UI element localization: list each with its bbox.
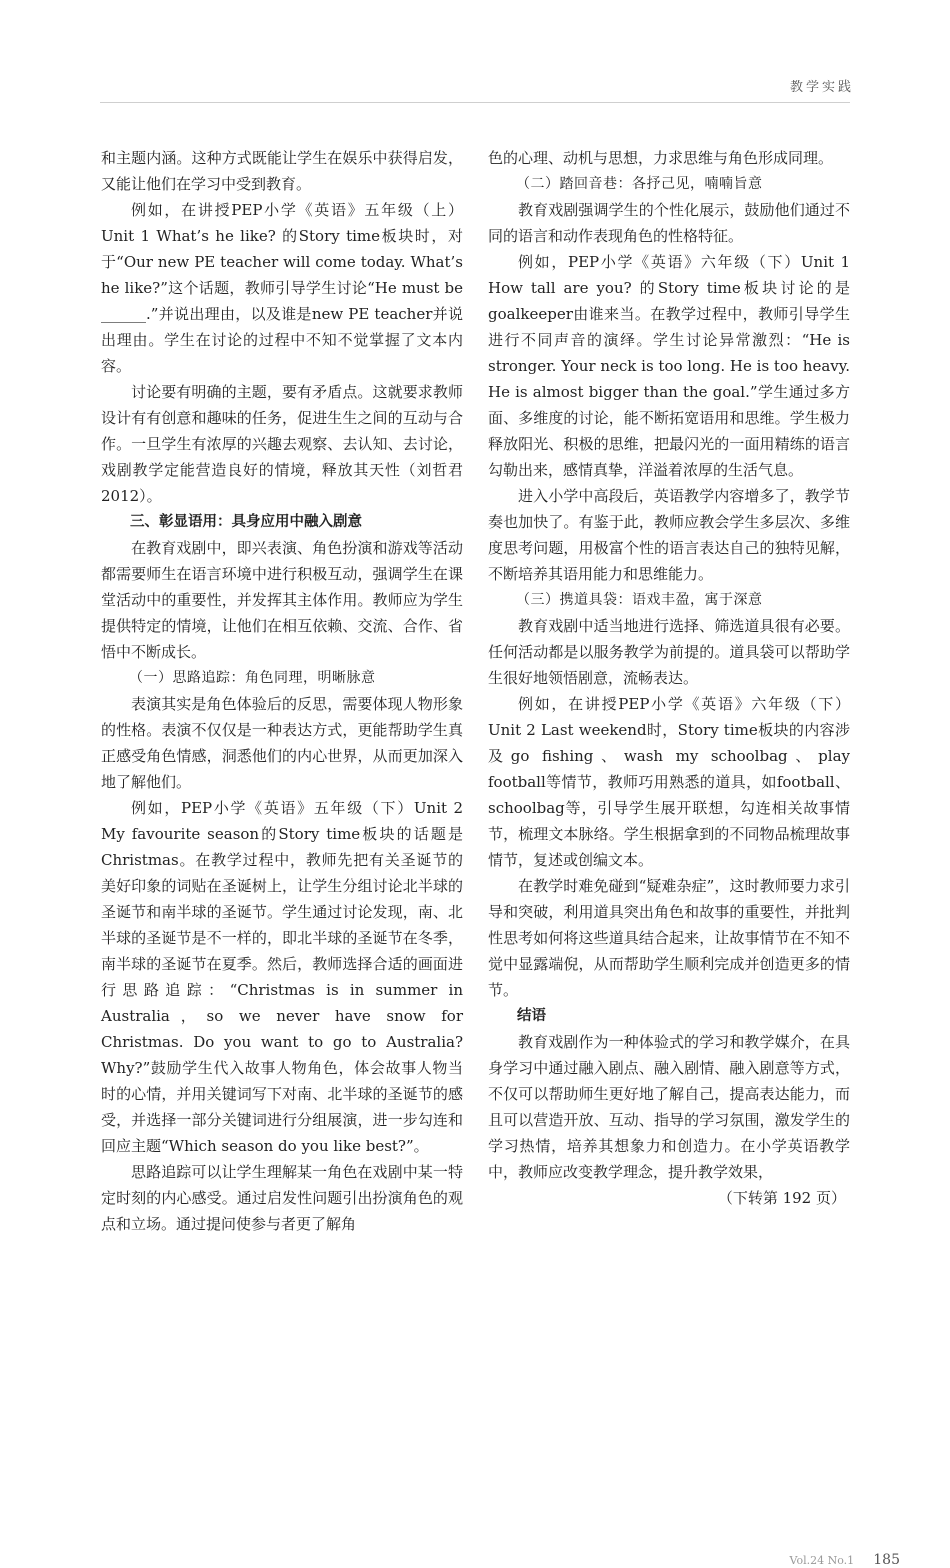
paragraph: 思路追踪可以让学生理解某一角色在戏剧中某一特定时刻的内心感受。通过启发性问题引出扮演角色的观点和立场。通过提问使参与者更了解角 bbox=[101, 1163, 463, 1233]
left-column bbox=[101, 145, 463, 1237]
paragraph: 例如，在讲授PEP小学《英语》六年级（下）Unit 2 Last weekend时，Story time板块的内容涉及go fishing、wash my schoolbag、play football等情节，教师巧用熟悉的道具，如football、schoolbag等，引导学生展开联想，勾连相关故事情节，梳理文本脉络。学生根据拿到的不同物品梳理故事情节，复述或创编文本。 bbox=[488, 695, 850, 869]
paragraph: 表演其实是角色体验后的反思，需要体现人物形象的性格。表演不仅仅是一种表达方式，更能帮助学生真正感受角色情感，洞悉他们的内心世界，从而更加深入地了解他们。 bbox=[101, 695, 463, 791]
right-column bbox=[488, 145, 850, 1211]
paragraph: 和主题内涵。这种方式既能让学生在娱乐中获得启发，又能让他们在学习中受到教育。 bbox=[101, 149, 463, 193]
paragraph: 讨论要有明确的主题，要有矛盾点。这就要求教师设计有有创意和趣味的任务，促进生生之间的互动与合作。一旦学生有浓厚的兴趣去观察、去认知、去讨论，戏剧教学定能营造良好的情境，释放其天性（刘哲君 2012）。 bbox=[101, 383, 463, 505]
continuation-note: （下转第 192 页） bbox=[717, 1189, 846, 1207]
header-divider bbox=[100, 102, 850, 103]
paragraph: 例如，在讲授PEP小学《英语》五年级（上）Unit 1 What’s he like? 的Story time板块时，对于“Our new PE teacher will come today. What’s he like?”这个话题，教师引导学生讨论“He must be ______.”并说出理由，以及谁是new PE teacher并说出理由。学生在讨论的过程中不知不觉掌握了文本内容。 bbox=[101, 201, 463, 375]
page-footer bbox=[790, 1549, 900, 1568]
section-heading: 结语 bbox=[517, 1008, 546, 1024]
paragraph: 例如，PEP小学《英语》六年级（下）Unit 1 How tall are you? 的Story time板块讨论的是goalkeeper由谁来当。在教学过程中，教师引导学生进行不同声音的演绎。学生讨论异常激烈：“He is stronger. Your neck is too long. He is too heavy. He is almost bigger than the goal.”学生通过多方面、多维度的讨论，能不断拓宽语用和思维。学生极力释放阳光、积极的思维，把最闪光的一面用精练的语言勾勒出来，感情真挚，洋溢着浓厚的生活气息。 bbox=[488, 253, 850, 479]
section-heading: 三、彰显语用：具身应用中融入剧意 bbox=[130, 514, 362, 530]
paragraph: 进入小学中高段后，英语教学内容增多了，教学节奏也加快了。有鉴于此，教师应教会学生多层次、多维度思考问题，用极富个性的语言表达自己的独特见解，不断培养其语用能力和思维能力。 bbox=[488, 487, 850, 583]
paragraph: 色的心理、动机与思想，力求思维与角色形成同理。 bbox=[488, 149, 834, 167]
running-header: 教学实践 bbox=[790, 80, 855, 95]
paragraph: 教育戏剧强调学生的个性化展示，鼓励他们通过不同的语言和动作表现角色的性格特征。 bbox=[488, 201, 850, 245]
paragraph: 教育戏剧中适当地进行选择、筛选道具很有必要。任何活动都是以服务教学为前提的。道具袋可以帮助学生很好地领悟剧意，流畅表达。 bbox=[488, 617, 850, 687]
paragraph: 在教育戏剧中，即兴表演、角色扮演和游戏等活动都需要师生在语言环境中进行积极互动，强调学生在课堂活动中的重要性，并发挥其主体作用。教师应为学生提供特定的情境，让他们在相互依赖、交流、合作、省悟中不断成长。 bbox=[101, 539, 463, 661]
subsection-heading: （二）踏回音巷：各抒己见，喃喃旨意 bbox=[516, 176, 763, 192]
paragraph: 在教学时难免碰到“疑难杂症”，这时教师要力求引导和突破，利用道具突出角色和故事的重要性，并批判性思考如何将这些道具结合起来，让故事情节在不知不觉中显露端倪，从而帮助学生顺利完成并创造更多的情节。 bbox=[488, 877, 850, 999]
volume-label: Vol.24 No.1 bbox=[789, 1554, 855, 1567]
paragraph: 教育戏剧作为一种体验式的学习和教学媒介，在具身学习中通过融入剧点、融入剧情、融入剧意等方式，不仅可以帮助师生更好地了解自己，提高表达能力，而且可以营造开放、互动、指导的学习氛围，激发学生的学习热情，培养其想象力和创造力。在小学英语教学中，教师应改变教学理念，提升教学效果， bbox=[488, 1033, 850, 1181]
page-number: 185 bbox=[873, 1552, 900, 1568]
paragraph: 例如，PEP小学《英语》五年级（下）Unit 2 My favourite season的Story time板块的话题是Christmas。在教学过程中，教师先把有关圣诞节的美好印象的词贴在圣诞树上，让学生分组讨论北半球的圣诞节和南半球的圣诞节。学生通过讨论发现，南、北半球的圣诞节是不一样的，即北半球的圣诞节在冬季，南半球的圣诞节在夏季。然后，教师选择合适的画面进行思路追踪：“Christmas is in summer in Australia，so we never have snow for Christmas. Do you want to go to Australia? Why?”鼓励学生代入故事人物角色，体会故事人物当时的心情，并用关键词写下对南、北半球的圣诞节的感受，并选择一部分关键词进行分组展演，进一步勾连和回应主题“Which season do you like best?”。 bbox=[101, 799, 463, 1155]
subsection-heading: （一）思路追踪：角色同理，明晰脉意 bbox=[129, 670, 376, 686]
subsection-heading: （三）携道具袋：语戏丰盈，寓于深意 bbox=[516, 592, 763, 608]
